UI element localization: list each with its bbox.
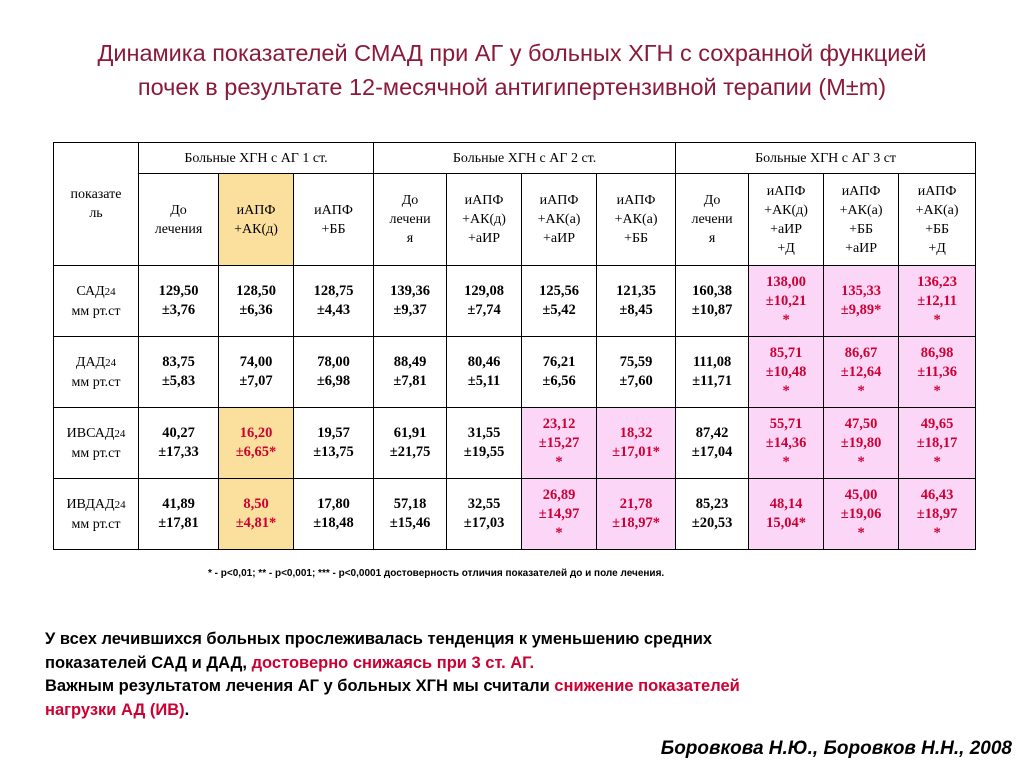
cell-line-2: ±10,48: [765, 363, 807, 380]
cell-line-1: 32,55: [467, 496, 501, 512]
column-header-line-2: +ББ: [321, 221, 346, 237]
column-header-line-2: лечения: [154, 221, 203, 237]
summary-line-2-highlight: достоверно снижаясь при 3 ст. АГ.: [251, 653, 535, 672]
cell-line-3: *: [933, 311, 941, 328]
significance-footnote: * - p<0,01; ** - p<0,001; *** - p<0,0001 достоверность отличия показателей до и поле лечения.: [208, 568, 665, 579]
table-cell: [899, 408, 976, 479]
summary-text: [45, 628, 740, 722]
results-table-wrapper: [53, 142, 976, 550]
cell-line-1: 17,80: [317, 496, 350, 512]
table-cell: [447, 408, 522, 479]
table-cell: [676, 408, 749, 479]
title-line-2: почек в результате 12-месячной антигипертензивной терапии (M±m): [137, 74, 887, 100]
row-label: [54, 337, 139, 408]
cell-line-1: 40,27: [162, 425, 195, 441]
column-header-7: [597, 174, 676, 266]
column-header-line-2: +АК(д): [462, 212, 506, 227]
table-body: [54, 143, 976, 550]
cell-line-1: 8,50: [243, 496, 269, 512]
group-header-2: [374, 143, 676, 174]
cell-line-1: 78,00: [317, 354, 350, 370]
cell-line-2: ±6,98: [316, 373, 351, 389]
cell-line-1: 57,18: [393, 496, 427, 512]
cell-line-1: 128,75: [313, 283, 354, 299]
cell-line-2: ±17,81: [158, 515, 199, 531]
group-header-label: Больные ХГН с АГ 1 ст.: [184, 150, 328, 166]
table-row: [54, 337, 976, 408]
row-label-period: 24: [105, 356, 117, 369]
row-label: [54, 266, 139, 337]
results-table: [53, 142, 976, 550]
column-header-line-3: +аИР: [543, 231, 576, 246]
table-cell: [139, 479, 219, 550]
cell-line-3: *: [857, 524, 865, 541]
cell-line-2: ±18,48: [313, 515, 354, 531]
column-header-5: [447, 174, 522, 266]
table-cell: [522, 479, 597, 550]
table-cell: [749, 479, 824, 550]
row-label-period: 24: [114, 427, 126, 440]
table-cell: [447, 337, 522, 408]
column-header-line-3: +аИР: [770, 221, 803, 237]
cell-line-2: ±17,03: [463, 515, 505, 531]
table-cell: [676, 337, 749, 408]
column-header-line-3: +ББ: [925, 221, 950, 237]
column-header-line-2: +АК(а): [537, 212, 581, 227]
cell-line-2: ±15,46: [389, 515, 431, 531]
column-header-line-2: лечени: [691, 212, 733, 227]
cell-line-2: ±3,76: [161, 302, 196, 318]
table-cell: [374, 337, 447, 408]
cell-line-2: ±19,55: [463, 444, 505, 460]
column-header-line-3: +ББ: [624, 231, 649, 246]
table-row: [54, 408, 976, 479]
column-header-line-2: +АК(а): [614, 212, 658, 227]
column-header-10: [824, 174, 899, 266]
cell-line-3: *: [933, 382, 941, 399]
table-cell: [294, 266, 374, 337]
corner-label: показате ль: [70, 187, 122, 221]
row-label-unit: мм рт.ст: [71, 516, 121, 532]
table-row: [54, 479, 976, 550]
cell-line-1: 19,57: [317, 425, 350, 441]
cell-line-1: 111,08: [692, 354, 732, 370]
cell-line-1: 47,50: [844, 415, 878, 432]
cell-line-3: *: [555, 453, 563, 470]
row-label-name: САД: [76, 283, 105, 299]
table-cell: [899, 266, 976, 337]
cell-line-2: ±7,60: [619, 373, 653, 389]
column-header-line-3: +аИР: [468, 231, 501, 246]
column-header-line-3: я: [406, 231, 414, 246]
cell-line-1: 135,33: [841, 283, 882, 299]
author-credit: Боровкова Н.Ю., Боровков Н.Н., 2008: [660, 738, 1012, 759]
column-header-line-1: иАПФ: [841, 183, 881, 199]
column-header-3: [294, 174, 374, 266]
cell-line-1: 26,89: [542, 486, 576, 503]
column-header-line-1: иАПФ: [236, 202, 276, 218]
cell-line-3: *: [857, 453, 865, 470]
row-label-unit: мм рт.ст: [71, 445, 121, 461]
cell-line-1: 76,21: [542, 354, 576, 370]
cell-line-2: ±17,01*: [612, 444, 660, 460]
cell-line-1: 85,23: [695, 496, 729, 512]
cell-line-3: *: [782, 453, 790, 470]
summary-line-4-period: .: [184, 700, 190, 719]
cell-line-1: 16,20: [239, 425, 273, 441]
table-cell: [219, 337, 294, 408]
cell-line-3: *: [933, 524, 941, 541]
column-header-line-1: До: [401, 193, 419, 208]
cell-line-2: ±7,74: [467, 302, 501, 318]
column-header-2: [219, 174, 294, 266]
group-header-3: [676, 143, 976, 174]
column-header-line-1: До: [170, 202, 187, 218]
row-label-name: ИВДАД: [66, 496, 115, 512]
column-header-6: [522, 174, 597, 266]
cell-line-1: 45,00: [844, 486, 878, 503]
cell-line-1: 139,36: [390, 283, 430, 299]
row-label: [54, 479, 139, 550]
cell-line-2: ±17,33: [158, 444, 199, 460]
cell-line-2: ±12,11: [917, 292, 957, 309]
table-cell: [139, 266, 219, 337]
table-cell: [824, 408, 899, 479]
summary-line-4-highlight: нагрузки АД (ИВ): [45, 700, 185, 719]
cell-line-2: ±7,07: [239, 373, 273, 389]
cell-line-2: ±21,75: [389, 444, 431, 460]
cell-line-1: 128,50: [236, 283, 276, 299]
cell-line-1: 88,49: [393, 354, 427, 370]
cell-line-2: ±4,81*: [235, 515, 277, 531]
cell-line-1: 86,98: [920, 344, 954, 361]
column-header-line-4: +Д: [928, 240, 946, 256]
table-cell: [139, 337, 219, 408]
cell-line-2: ±15,27: [538, 434, 580, 451]
table-cell: [597, 266, 676, 337]
summary-line-2: [45, 652, 740, 676]
column-header-line-2: лечени: [389, 212, 431, 227]
cell-line-2: ±18,97*: [612, 515, 660, 531]
column-header-line-1: иАПФ: [539, 193, 579, 208]
column-header-line-1: иАПФ: [766, 183, 806, 199]
group-header-label: Больные ХГН с АГ 3 ст: [755, 150, 897, 166]
cell-line-3: *: [782, 382, 790, 399]
table-cell: [219, 266, 294, 337]
cell-line-1: 83,75: [162, 354, 195, 370]
cell-line-1: 49,65: [920, 415, 954, 432]
cell-line-1: 86,67: [844, 344, 878, 361]
table-cell: [676, 266, 749, 337]
slide-title: [20, 36, 1004, 104]
cell-line-1: 80,46: [467, 354, 501, 370]
row-label-unit: мм рт.ст: [71, 374, 121, 390]
cell-line-1: 129,08: [464, 283, 504, 299]
column-header-line-4: +аИР: [845, 240, 878, 256]
table-cell: [522, 408, 597, 479]
summary-line-3-highlight: снижение показателей: [554, 677, 740, 695]
column-header-line-3: +ББ: [849, 221, 874, 237]
cell-line-1: 74,00: [239, 354, 273, 370]
row-label: [54, 408, 139, 479]
cell-line-1: 23,12: [542, 415, 576, 432]
column-header-line-2: +АК(д): [764, 202, 808, 218]
cell-line-2: ±6,56: [542, 373, 576, 389]
table-cell: [824, 337, 899, 408]
cell-line-2: ±18,97: [916, 505, 958, 522]
table-cell: [294, 337, 374, 408]
summary-line-1: У всех лечившихся больных прослеживалась тенденция к уменьшению средних: [45, 630, 713, 648]
cell-line-1: 31,55: [467, 425, 501, 441]
cell-line-1: 129,50: [158, 283, 199, 299]
summary-line-3-plain: Важным результатом лечения АГ у больных ХГН мы считали: [45, 677, 555, 695]
column-header-8: [676, 174, 749, 266]
cell-line-1: 48,14: [769, 496, 803, 512]
summary-line-2-plain: показателей САД и ДАД,: [45, 653, 252, 672]
cell-line-1: 160,38: [692, 283, 733, 299]
cell-line-1: 121,35: [616, 283, 656, 299]
cell-line-1: 46,43: [920, 486, 954, 503]
cell-line-1: 55,71: [769, 415, 803, 432]
table-cell: [374, 266, 447, 337]
row-label-period: 24: [114, 498, 126, 511]
column-header-9: [749, 174, 824, 266]
table-cell: [597, 408, 676, 479]
column-header-line-2: +АК(а): [915, 202, 959, 218]
cell-line-2: ±19,06: [840, 505, 882, 522]
cell-line-1: 41,89: [162, 496, 195, 512]
table-cell: [522, 337, 597, 408]
cell-line-2: ±17,04: [691, 444, 733, 460]
table-cell: [749, 266, 824, 337]
cell-line-2: ±5,42: [542, 302, 576, 318]
cell-line-3: *: [782, 311, 790, 328]
group-header-label: Больные ХГН с АГ 2 ст.: [452, 150, 597, 166]
table-cell: [597, 337, 676, 408]
table-cell: [597, 479, 676, 550]
row-label-name: ДАД: [75, 354, 106, 370]
cell-line-1: 125,56: [539, 283, 579, 299]
cell-line-2: 15,04*: [766, 515, 807, 531]
cell-line-2: ±9,89*: [840, 302, 882, 318]
cell-line-2: ±11,36: [917, 363, 957, 380]
cell-line-2: ±6,36: [239, 302, 273, 318]
table-cell: [294, 479, 374, 550]
cell-line-1: 136,23: [917, 273, 958, 290]
cell-line-2: ±10,87: [691, 302, 733, 318]
table-cell: [824, 266, 899, 337]
cell-line-1: 75,59: [619, 354, 653, 370]
cell-line-2: ±5,11: [467, 373, 501, 389]
column-header-line-1: иАПФ: [314, 202, 353, 218]
cell-line-2: ±5,83: [161, 373, 196, 389]
cell-line-1: 21,78: [619, 496, 653, 512]
table-cell: [522, 266, 597, 337]
column-header-line-4: +Д: [777, 240, 795, 256]
column-header-4: [374, 174, 447, 266]
column-header-11: [899, 174, 976, 266]
row-label-name: ИВСАД: [66, 425, 115, 441]
cell-line-2: ±10,21: [765, 292, 807, 309]
table-cell: [139, 408, 219, 479]
column-header-line-2: +АК(а): [839, 202, 883, 218]
table-cell: [447, 479, 522, 550]
cell-line-2: ±4,43: [316, 302, 351, 318]
cell-line-1: 138,00: [766, 273, 807, 290]
cell-line-2: ±8,45: [619, 302, 653, 318]
cell-line-1: 61,91: [393, 425, 427, 441]
cell-line-3: *: [555, 524, 563, 541]
table-cell: [899, 479, 976, 550]
column-header-line-1: До: [703, 193, 721, 208]
cell-line-1: 87,42: [695, 425, 729, 441]
table-cell: [219, 408, 294, 479]
cell-line-3: *: [933, 453, 941, 470]
cell-line-2: ±14,36: [765, 434, 807, 451]
cell-line-2: ±14,97: [538, 505, 580, 522]
column-header-line-1: иАПФ: [464, 193, 504, 208]
cell-line-2: ±6,65*: [235, 444, 277, 460]
cell-line-2: ±11,71: [692, 373, 732, 389]
column-header-row: [54, 174, 976, 266]
cell-line-2: ±9,37: [393, 302, 427, 318]
cell-line-1: 18,32: [619, 425, 653, 441]
cell-line-2: ±19,80: [840, 434, 882, 451]
cell-line-2: ±13,75: [313, 444, 354, 460]
column-header-line-1: иАПФ: [917, 183, 957, 199]
table-cell: [749, 408, 824, 479]
cell-line-2: ±12,64: [840, 363, 882, 380]
corner-header: [54, 143, 139, 266]
table-cell: [676, 479, 749, 550]
cell-line-1: 85,71: [769, 344, 803, 361]
table-cell: [294, 408, 374, 479]
group-header-row: [54, 143, 976, 174]
summary-line-4: [45, 699, 740, 723]
column-header-line-3: я: [708, 231, 716, 246]
column-header-line-1: иАПФ: [616, 193, 656, 208]
group-header-1: [139, 143, 374, 174]
table-cell: [374, 479, 447, 550]
table-row: [54, 266, 976, 337]
table-cell: [749, 337, 824, 408]
cell-line-2: ±20,53: [691, 515, 733, 531]
table-cell: [824, 479, 899, 550]
cell-line-3: *: [857, 382, 865, 399]
table-cell: [219, 479, 294, 550]
column-header-1: [139, 174, 219, 266]
cell-line-2: ±18,17: [916, 434, 958, 451]
column-header-line-2: +АК(д): [234, 221, 278, 237]
title-line-1: Динамика показателей СМАД при АГ у больных ХГН с сохранной функцией: [97, 40, 927, 66]
summary-line-3: [45, 675, 740, 699]
row-label-period: 24: [104, 285, 116, 298]
table-cell: [899, 337, 976, 408]
table-cell: [374, 408, 447, 479]
cell-line-2: ±7,81: [393, 373, 427, 389]
table-cell: [447, 266, 522, 337]
row-label-unit: мм рт.ст: [71, 303, 121, 319]
